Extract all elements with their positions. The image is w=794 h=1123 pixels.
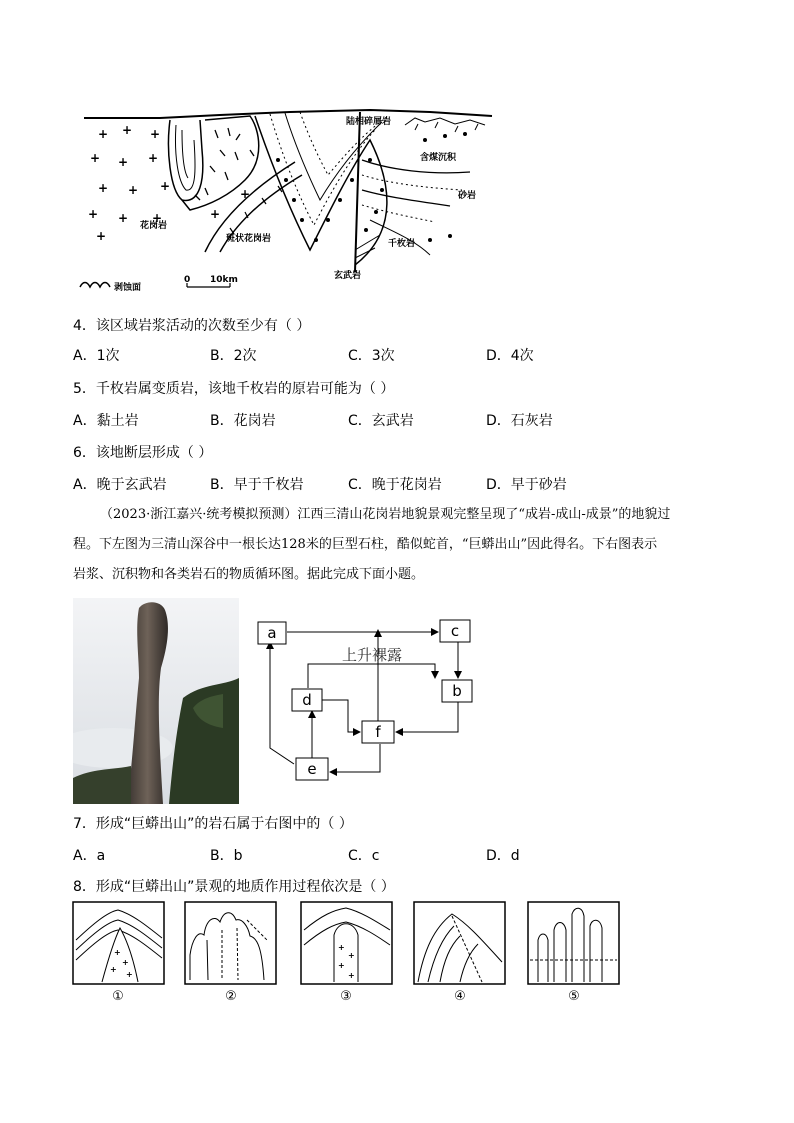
q8-process-panels bbox=[72, 900, 624, 1006]
q5-option-c[interactable]: C．玄武岩 bbox=[348, 413, 414, 429]
panel-3-frame bbox=[301, 902, 392, 984]
node-b: b bbox=[452, 682, 462, 700]
legend-erosion-surface bbox=[80, 281, 141, 293]
svg-text:+: + bbox=[338, 961, 345, 970]
panel-5-frame bbox=[528, 902, 619, 984]
q7-stem: 7．形成“巨蟒出山”的岩石属于右图中的（ ） bbox=[73, 816, 353, 832]
label-porphyritic-granite: 斑状花岗岩 bbox=[226, 234, 272, 244]
passage-line-1: （2023·浙江嘉兴·统考模拟预测）江西三清山花岗岩地貌景观完整呈现了“成岩-成山-成景”的地貌过 bbox=[100, 507, 671, 522]
svg-text:+: + bbox=[88, 207, 99, 221]
node-e: e bbox=[307, 760, 317, 778]
panel-2-frame bbox=[185, 902, 276, 984]
uplift-label: 上升裸露 bbox=[342, 646, 403, 664]
label-granite: 花岗岩 bbox=[140, 221, 168, 231]
svg-text:10km: 10km bbox=[210, 275, 238, 285]
rock-cycle-diagram bbox=[250, 612, 480, 784]
q4-stem: 4．该区域岩浆活动的次数至少有（ ） bbox=[73, 318, 311, 334]
label-coal-bearing: 含煤沉积 bbox=[420, 153, 457, 163]
label-sandstone: 砂岩 bbox=[458, 191, 477, 201]
panel-4-number: ④ bbox=[454, 989, 466, 1004]
passage-line-3: 岩浆、沉积物和各类岩石的物质循环图。据此完成下面小题。 bbox=[73, 567, 425, 582]
label-phyllite: 千枚岩 bbox=[388, 239, 416, 249]
svg-text:+: + bbox=[126, 970, 133, 979]
svg-text:+: + bbox=[348, 951, 355, 960]
svg-text:+: + bbox=[98, 127, 109, 141]
panel-2-number: ② bbox=[225, 989, 237, 1004]
svg-text:0: 0 bbox=[184, 275, 191, 285]
panel-1-number: ① bbox=[112, 989, 124, 1004]
panel-3-number: ③ bbox=[340, 989, 352, 1004]
svg-text:+: + bbox=[90, 151, 101, 165]
scale-bar bbox=[184, 275, 238, 287]
svg-text:+: + bbox=[152, 211, 163, 225]
svg-text:+: + bbox=[122, 123, 133, 137]
svg-text:+: + bbox=[110, 965, 117, 974]
svg-text:+: + bbox=[160, 179, 171, 193]
q4-option-a[interactable]: A．1次 bbox=[73, 348, 120, 364]
q7-option-d[interactable]: D．d bbox=[486, 848, 520, 864]
svg-text:+: + bbox=[114, 948, 121, 957]
svg-text:剥蚀面: 剥蚀面 bbox=[114, 283, 142, 293]
q4-option-d[interactable]: D．4次 bbox=[486, 348, 534, 364]
svg-text:+: + bbox=[338, 943, 345, 952]
q4-option-c[interactable]: C．3次 bbox=[348, 348, 395, 364]
q6-option-c[interactable]: C．晚于花岗岩 bbox=[348, 477, 442, 493]
node-d: d bbox=[302, 691, 312, 709]
passage-line-2: 程。下左图为三清山深谷中一根长达128米的巨型石柱，酷似蛇首，“巨蟒出山”因此得名。下右图表示 bbox=[73, 537, 658, 552]
node-f: f bbox=[375, 723, 381, 741]
ground-surface bbox=[84, 110, 492, 118]
node-a: a bbox=[267, 624, 277, 642]
geology-cross-section bbox=[70, 100, 510, 295]
q6-option-a[interactable]: A．晚于玄武岩 bbox=[73, 477, 167, 493]
label-continental-clastic: 陆相碎屑岩 bbox=[346, 117, 392, 127]
svg-text:+: + bbox=[128, 183, 139, 197]
svg-text:+: + bbox=[148, 151, 159, 165]
svg-text:+: + bbox=[348, 971, 355, 980]
svg-text:+: + bbox=[96, 229, 107, 243]
panel-4-frame bbox=[414, 902, 505, 984]
node-c: c bbox=[450, 622, 460, 640]
q6-option-b[interactable]: B．早于千枚岩 bbox=[210, 477, 304, 493]
q5-stem: 5．千枚岩属变质岩，该地千枚岩的原岩可能为（ ） bbox=[73, 381, 395, 397]
q5-option-d[interactable]: D．石灰岩 bbox=[486, 413, 553, 429]
svg-text:+: + bbox=[118, 211, 129, 225]
q6-stem: 6．该地断层形成（ ） bbox=[73, 445, 213, 461]
svg-text:+: + bbox=[122, 958, 129, 967]
q6-option-d[interactable]: D．早于砂岩 bbox=[486, 477, 567, 493]
q7-option-a[interactable]: A．a bbox=[73, 848, 106, 864]
q7-option-b[interactable]: B．b bbox=[210, 848, 243, 864]
svg-text:+: + bbox=[240, 187, 251, 201]
svg-text:+: + bbox=[118, 155, 129, 169]
q5-option-b[interactable]: B．花岗岩 bbox=[210, 413, 276, 429]
q8-stem: 8．形成“巨蟒出山”景观的地质作用过程依次是（ ） bbox=[73, 879, 395, 895]
panel-5-number: ⑤ bbox=[568, 989, 580, 1004]
svg-text:+: + bbox=[150, 127, 161, 141]
svg-text:+: + bbox=[98, 181, 109, 195]
svg-text:+: + bbox=[210, 207, 221, 221]
q7-option-c[interactable]: C．c bbox=[348, 848, 380, 864]
q4-option-b[interactable]: B．2次 bbox=[210, 348, 257, 364]
q5-option-a[interactable]: A．黏土岩 bbox=[73, 413, 139, 429]
rock-pillar-photo bbox=[73, 598, 239, 804]
label-basalt: 玄武岩 bbox=[334, 271, 362, 281]
